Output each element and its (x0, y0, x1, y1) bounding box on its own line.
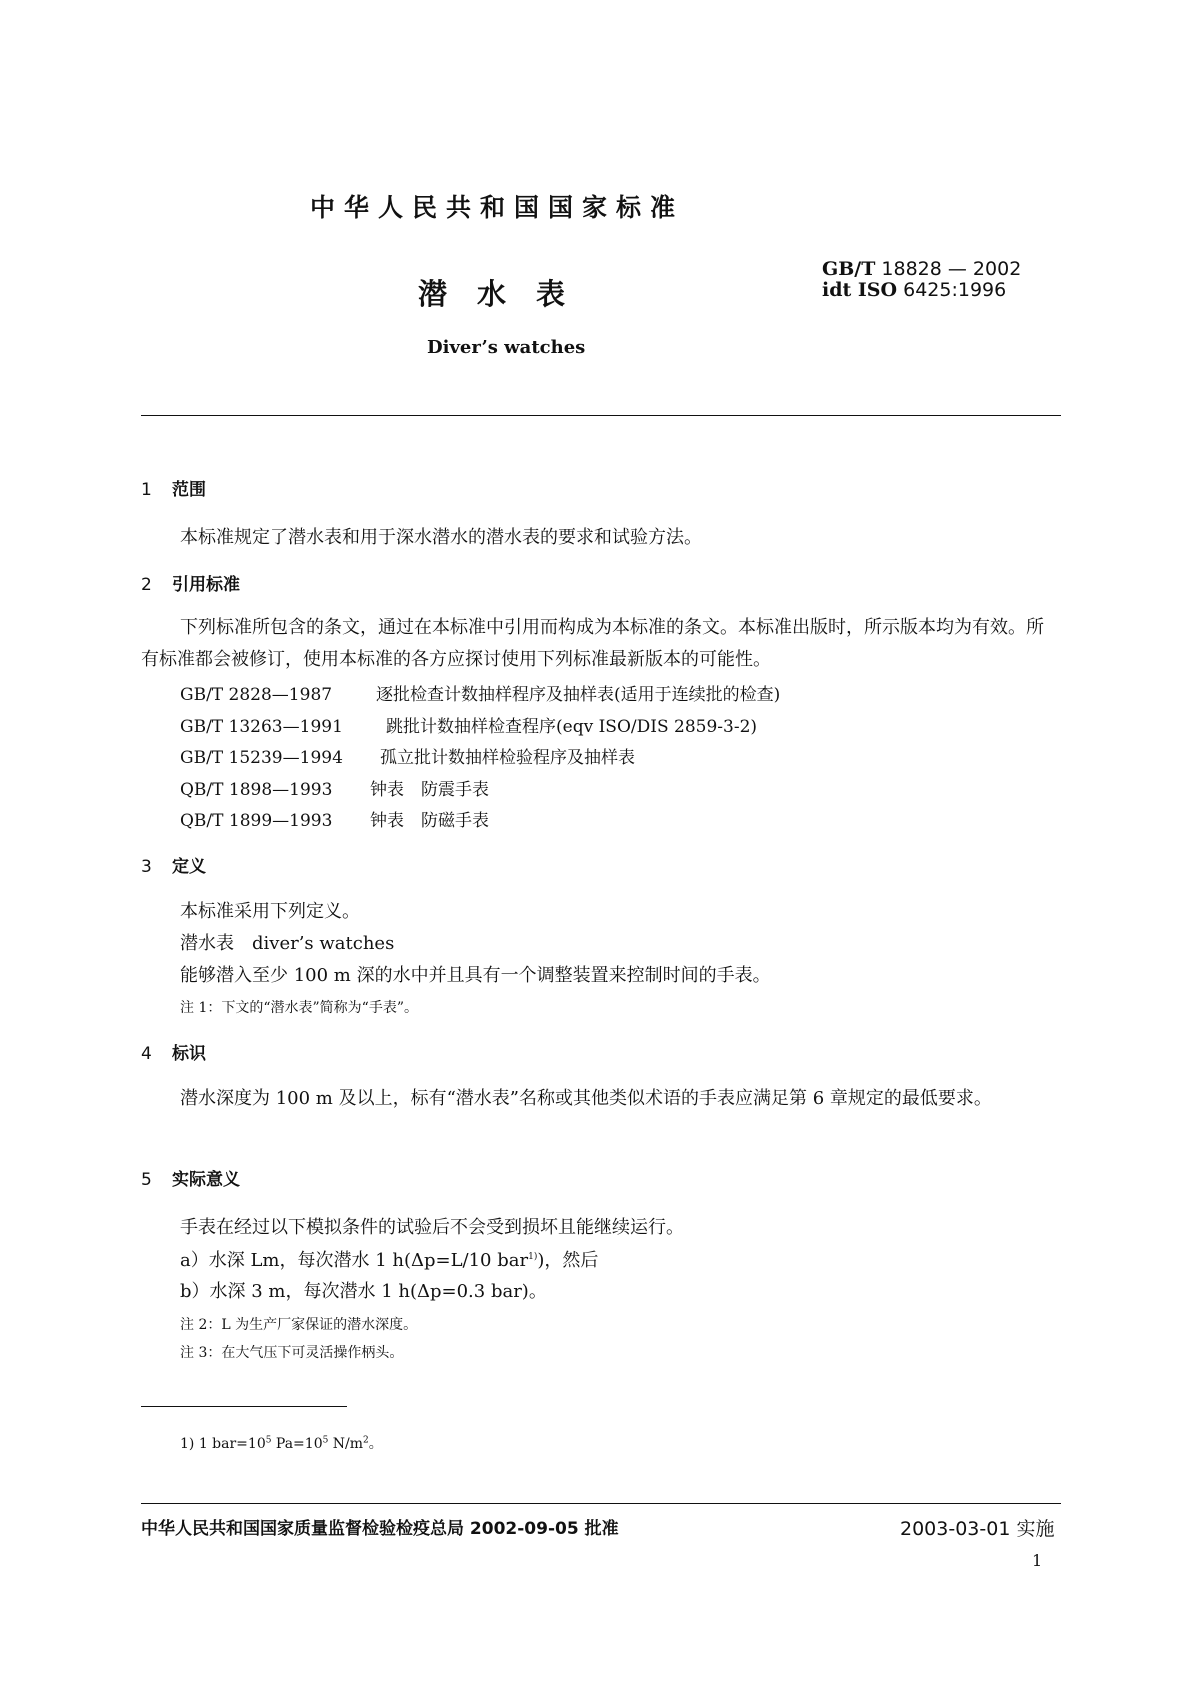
note-2: 注 2：L 为生产厂家保证的潜水深度。 (180, 1317, 418, 1333)
list-item-b: b）水深 3 m，每次潜水 1 h(Δp=0.3 bar)。 (180, 1281, 547, 1302)
section-title: 实际意义 (172, 1170, 240, 1190)
list-item-a-tail: )，然后 (537, 1250, 599, 1271)
footnote-text: 。 (368, 1436, 383, 1452)
note-1: 注 1：下文的“潜水表”简称为“手表”。 (180, 1000, 418, 1016)
section-title: 标识 (172, 1044, 206, 1064)
equivalent-standard-code (822, 279, 1006, 301)
footnote (180, 1433, 383, 1453)
section-number: 2 (141, 575, 152, 595)
footer-divider (141, 1503, 1061, 1504)
reference-item (180, 680, 780, 705)
footnote-text: Pa=10 (271, 1436, 323, 1452)
reference-code: GB/T 15239—1994 (180, 748, 343, 768)
definition-term: 潜水表 diver’s watches (180, 933, 395, 954)
section-title: 范围 (172, 480, 206, 500)
reference-item (180, 806, 489, 831)
footnote-exponent: 5 (265, 1435, 272, 1446)
section-2-heading (141, 570, 240, 595)
page-number: 1 (1032, 1551, 1043, 1570)
section-number: 3 (141, 857, 152, 877)
footnote-exponent: 2 (363, 1435, 369, 1446)
section-4-heading (141, 1039, 206, 1064)
note-3: 注 3：在大气压下可灵活操作柄头。 (180, 1345, 404, 1361)
section-3-heading (141, 852, 206, 877)
reference-title: 孤立批计数抽样检验程序及抽样表 (380, 748, 635, 768)
standard-title-cn: 潜水表 (418, 277, 596, 311)
definition-text: 能够潜入至少 100 m 深的水中并且具有一个调整装置来控制时间的手表。 (180, 965, 771, 986)
section-1-paragraph: 本标准规定了潜水表和用于深水潜水的潜水表的要求和试验方法。 (180, 527, 702, 548)
reference-title: 钟表 防磁手表 (370, 811, 489, 831)
section-1-heading (141, 475, 206, 500)
header-divider (141, 415, 1061, 416)
footnote-marker[interactable]: 1) (528, 1252, 538, 1262)
section-2-paragraph: 下列标准所包含的条文，通过在本标准中引用而构成为本标准的条文。本标准出版时，所示版本均为有效。所有标准都会被修订，使用本标准的各方应探讨使用下列标准最新版本的可能性。 (141, 617, 1044, 670)
reference-item (180, 775, 489, 800)
standard-title-en: Diver’s watches (427, 337, 586, 358)
section-title: 引用标准 (172, 575, 240, 595)
reference-code: QB/T 1898—1993 (180, 780, 333, 800)
national-standard-title: 中华人民共和国国家标准 (310, 193, 685, 222)
section-number: 4 (141, 1044, 152, 1064)
section-3-paragraph: 本标准采用下列定义。 (180, 901, 360, 922)
implementation-date: 2003-03-01 实施 (900, 1518, 1055, 1540)
reference-code: GB/T 13263—1991 (180, 717, 343, 737)
section-5-heading (141, 1165, 240, 1190)
reference-item (180, 743, 635, 768)
standard-code (822, 258, 1021, 280)
reference-code: GB/T 2828—1987 (180, 685, 333, 705)
reference-item (180, 712, 757, 737)
list-item-a (180, 1246, 598, 1272)
section-4-paragraph: 潜水深度为 100 m 及以上，标有“潜水表”名称或其他类似术语的手表应满足第 6 章规定的最低要求。 (180, 1088, 992, 1109)
section-5-paragraph: 手表在经过以下模拟条件的试验后不会受到损坏且能继续运行。 (180, 1217, 684, 1238)
list-item-a-text: a）水深 Lm，每次潜水 1 h(Δp=L/10 bar (180, 1250, 529, 1271)
standard-code-prefix: GB/T (822, 258, 876, 280)
reference-title: 钟表 防震手表 (370, 780, 489, 800)
issuing-authority: 中华人民共和国国家质量监督检验检疫总局 2002-09-05 批准 (141, 1519, 619, 1539)
footnote-exponent: 5 (322, 1435, 329, 1446)
section-number: 1 (141, 480, 152, 500)
reference-code: QB/T 1899—1993 (180, 811, 333, 831)
equivalent-code-number: 6425:1996 (897, 279, 1007, 301)
section-number: 5 (141, 1170, 152, 1190)
section-title: 定义 (172, 857, 206, 877)
footnote-text: N/m (328, 1436, 364, 1452)
reference-title: 跳批计数抽样检查程序(eqv ISO/DIS 2859-3-2) (386, 717, 758, 737)
equivalent-code-prefix: idt ISO (822, 279, 898, 301)
reference-title: 逐批检查计数抽样程序及抽样表(适用于连续批的检查) (376, 685, 781, 705)
standard-code-number: 18828 — 2002 (875, 258, 1022, 280)
footnote-text: 1) 1 bar=10 (180, 1436, 266, 1452)
footnote-divider (141, 1406, 347, 1407)
